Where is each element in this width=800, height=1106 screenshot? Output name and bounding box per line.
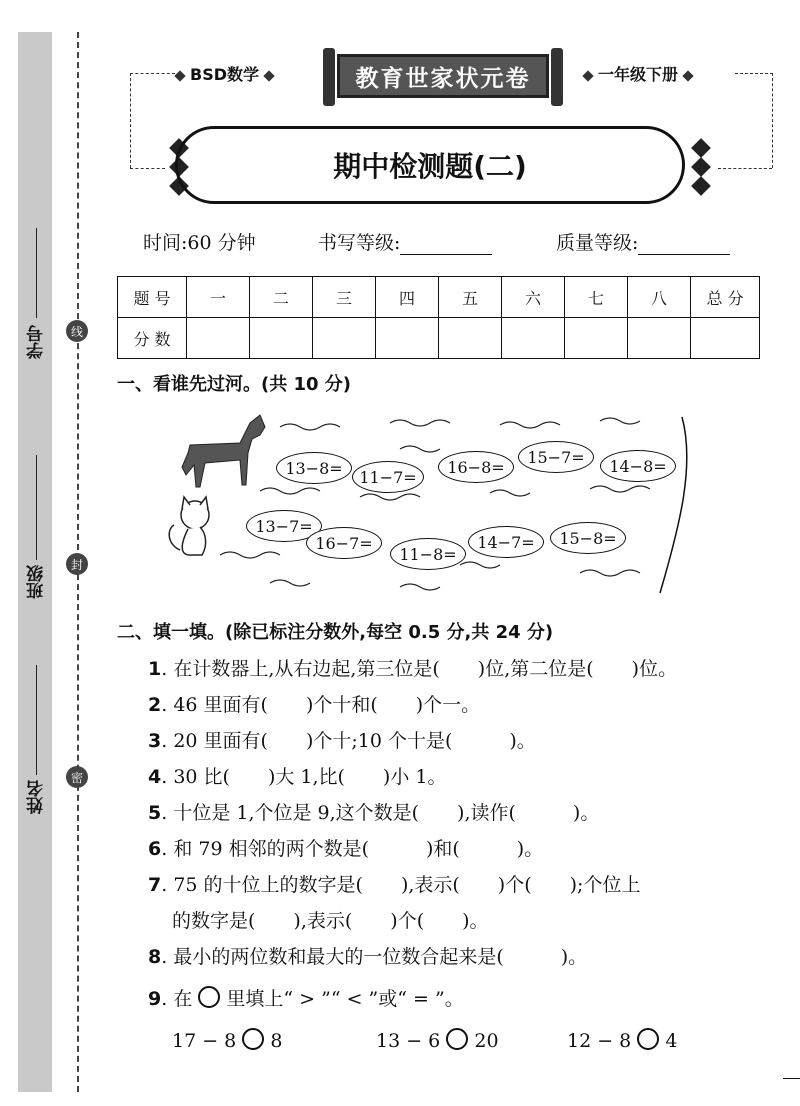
student-number-label: 学号 bbox=[27, 325, 47, 359]
compare-2: 13 − 6 20 bbox=[376, 1030, 499, 1052]
score-table bbox=[117, 276, 760, 359]
section2-heading: 二、填一填。(除已标注分数外,每空 0.5 分,共 24 分) bbox=[117, 622, 554, 643]
question-9: 9. 在 里填上“ > ”“ < ”或“ = ”。 bbox=[148, 988, 464, 1010]
header-dash bbox=[772, 73, 773, 168]
binding-strip bbox=[18, 32, 52, 1092]
header-dash bbox=[130, 73, 175, 74]
question-3: 3. 20 里面有( )个十;10 个十是( )。 bbox=[148, 730, 536, 752]
seal-xian: 线 bbox=[66, 320, 88, 342]
compare-circle-icon bbox=[198, 986, 220, 1008]
compare-circle-icon[interactable] bbox=[446, 1028, 468, 1050]
page-edge-mark bbox=[783, 1078, 800, 1079]
class-label: 班级 bbox=[27, 565, 47, 599]
question-4: 4. 30 比( )大 1,比( )小 1。 bbox=[148, 766, 447, 788]
compare-circle-icon[interactable] bbox=[242, 1028, 264, 1050]
time-limit: 时间:60 分钟 bbox=[143, 232, 256, 254]
section1-heading: 一、看谁先过河。(共 10 分) bbox=[117, 374, 352, 395]
brand-scroll bbox=[323, 48, 563, 106]
stone-1-2: 11−7= bbox=[352, 461, 424, 493]
compare-circle-icon[interactable] bbox=[637, 1028, 659, 1050]
cat-icon bbox=[169, 497, 209, 555]
name-line bbox=[36, 665, 37, 775]
header-left-tag: BSD数学 bbox=[170, 62, 279, 85]
header-dash bbox=[130, 73, 131, 168]
stone-1-1: 13−8= bbox=[276, 452, 352, 484]
question-1: 1. 在计数器上,从右边起,第三位是( )位,第二位是( )位。 bbox=[148, 658, 678, 680]
question-7-cont: 的数字是( ),表示( )个( )。 bbox=[172, 910, 489, 932]
stone-2-4: 14−7= bbox=[468, 526, 544, 558]
question-5: 5. 十位是 1,个位是 9,这个数是( ),读作( )。 bbox=[148, 802, 600, 824]
page-title: 期中检测题(二) bbox=[175, 126, 685, 204]
score-table-score-row: 分 数 bbox=[118, 318, 760, 359]
title-diamonds-right bbox=[694, 136, 708, 198]
brand-text: 教育世家状元卷 bbox=[337, 54, 549, 98]
stone-2-3: 11−8= bbox=[390, 538, 466, 570]
stone-1-4: 15−7= bbox=[518, 441, 594, 473]
name-label: 姓名 bbox=[27, 780, 47, 814]
header-dash bbox=[718, 168, 772, 169]
horse-icon bbox=[182, 415, 265, 487]
stone-2-2: 16−7= bbox=[306, 527, 382, 559]
seal-mi: 密 bbox=[66, 766, 88, 788]
quality-grade: 质量等级: bbox=[556, 228, 730, 255]
river-illustration bbox=[160, 405, 700, 600]
writing-grade: 书写等级: bbox=[318, 228, 492, 255]
stone-2-1: 13−7= bbox=[246, 510, 322, 542]
header-dash bbox=[130, 168, 165, 169]
header-dash bbox=[735, 73, 773, 74]
stone-1-5: 14−8= bbox=[600, 450, 676, 482]
student-number-line bbox=[36, 228, 37, 318]
score-table-header-row: 题 号 一 二 三 四 五 六 七 八 总 分 bbox=[118, 277, 760, 318]
compare-1: 17 − 8 8 bbox=[172, 1030, 283, 1052]
question-6: 6. 和 79 相邻的两个数是( )和( )。 bbox=[148, 838, 544, 860]
stone-2-5: 15−8= bbox=[550, 522, 626, 554]
seal-feng: 封 bbox=[66, 553, 88, 575]
question-7: 7. 75 的十位上的数字是( ),表示( )个( );个位上 bbox=[148, 874, 641, 896]
header-right-tag: 一年级下册 bbox=[578, 62, 698, 85]
question-8: 8. 最小的两位数和最大的一位数合起来是( )。 bbox=[148, 946, 588, 968]
stone-1-3: 16−8= bbox=[438, 451, 514, 483]
question-2: 2. 46 里面有( )个十和( )个一。 bbox=[148, 694, 481, 716]
compare-3: 12 − 8 4 bbox=[567, 1030, 678, 1052]
class-line bbox=[36, 455, 37, 560]
